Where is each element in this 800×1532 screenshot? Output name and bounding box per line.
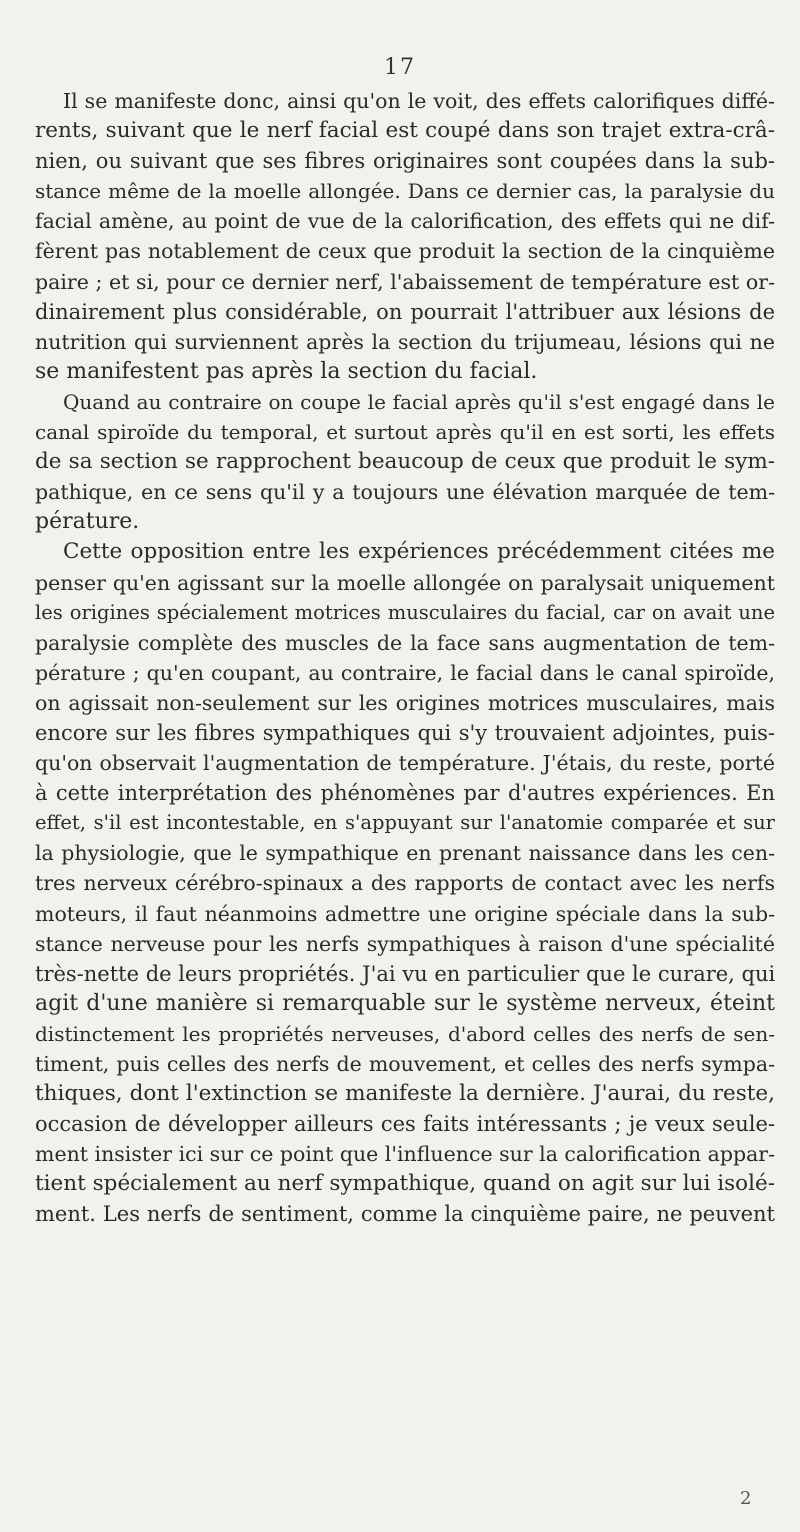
page-number: 17 [384, 55, 416, 80]
text-line: Quand au contraire on coupe le facial après qu'il s'est engagé dans le [63, 389, 775, 414]
text-line: à cette interprétation des phénomènes par d'autres expériences. En [35, 781, 775, 806]
text-line: nien, ou suivant que ses fibres originaires sont coupées dans la sub- [35, 149, 775, 174]
text-line: on agissait non-seulement sur les origines motrices musculaires, mais [35, 690, 775, 715]
text-line: occasion de développer ailleurs ces faits intéressants ; je veux seule- [35, 1112, 775, 1137]
text-line: rents, suivant que le nerf facial est coupé dans son trajet extra-crâ- [35, 118, 775, 144]
body-text [35, 86, 775, 1230]
text-line: très-nette de leurs propriétés. J'ai vu en particulier que le curare, qui [35, 961, 775, 986]
text-line: agit d'une manière si remarquable sur le système nerveux, éteint [35, 990, 775, 1016]
text-line: stance même de la moelle allongée. Dans ce dernier cas, la paralysie du [35, 179, 775, 204]
text-line: distinctement les propriétés nerveuses, d'abord celles des nerfs de sen- [35, 1021, 775, 1046]
text-line: moteurs, il faut néanmoins admettre une origine spéciale dans la sub- [35, 901, 775, 926]
text-line: fèrent pas notablement de ceux que produit la section de la cinquième [35, 239, 775, 264]
text-line: paralysie complète des muscles de la face sans augmentation de tem- [35, 630, 775, 655]
text-line: pathique, en ce sens qu'il y a toujours une élévation marquée de tem- [35, 480, 775, 505]
text-line: facial amène, au point de vue de la calorification, des effets qui ne dif- [35, 209, 775, 234]
text-line: pérature ; qu'en coupant, au contraire, le facial dans le canal spiroïde, [35, 660, 775, 685]
text-line: canal spiroïde du temporal, et surtout après qu'il en est sorti, les effets [35, 420, 775, 445]
signature-mark: 2 [740, 1488, 752, 1509]
text-line: tres nerveux cérébro-spinaux a des rapports de contact avec les nerfs [35, 871, 775, 896]
text-line: la physiologie, que le sympathique en prenant naissance dans les cen- [35, 841, 775, 866]
text-line: penser qu'en agissant sur la moelle allongée on paralysait uniquement [35, 570, 775, 595]
text-line: dinairement plus considérable, on pourrait l'attribuer aux lésions de [35, 299, 775, 324]
text-line: encore sur les fibres sympathiques qui s'y trouvaient adjointes, puis- [35, 720, 775, 745]
text-line: les origines spécialement motrices musculaires du facial, car on avait une [35, 600, 775, 624]
text-line: ment. Les nerfs de sentiment, comme la cinquième paire, ne peuvent [35, 1202, 775, 1227]
text-line: thiques, dont l'extinction se manifeste la dernière. J'aurai, du reste, [35, 1081, 775, 1107]
text-line: effet, s'il est incontestable, en s'appuyant sur l'anatomie comparée et sur [35, 811, 775, 835]
text-line: Il se manifeste donc, ainsi qu'on le voit, des effets calorifiques diffé- [63, 89, 775, 113]
text-line: Cette opposition entre les expériences précédemment citées me [63, 539, 775, 565]
text-line: ment insister ici sur ce point que l'influence sur la calorification appar- [35, 1142, 775, 1167]
text-line: timent, puis celles des nerfs de mouvement, et celles des nerfs sympa- [35, 1052, 775, 1076]
text-line: qu'on observait l'augmentation de température. J'étais, du reste, porté [35, 751, 775, 776]
text-line: stance nerveuse pour les nerfs sympathiques à raison d'une spécialité [35, 931, 775, 956]
text-line: tient spécialement au nerf sympathique, quand on agit sur lui isolé- [35, 1171, 775, 1197]
text-line: de sa section se rapprochent beaucoup de ceux que produit le sym- [35, 449, 775, 475]
text-line: paire ; et si, pour ce dernier nerf, l'abaissement de température est or- [35, 269, 775, 294]
text-line: se manifestent pas après la section du facial. [35, 358, 538, 384]
text-line: pérature. [35, 509, 140, 535]
text-line: nutrition qui surviennent après la section du trijumeau, lésions qui ne [35, 329, 775, 354]
